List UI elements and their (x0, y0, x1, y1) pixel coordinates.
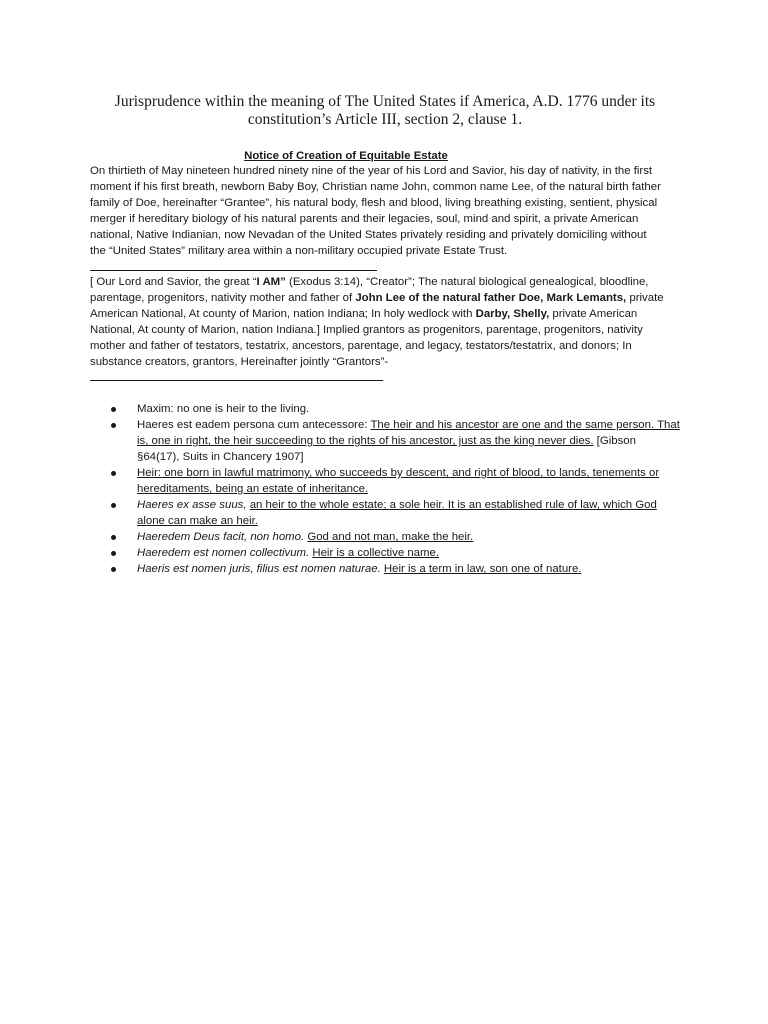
notice-heading: Notice of Creation of Equitable Estate (244, 150, 448, 162)
list-item-line: §64(17), Suits in Chancery 1907] (137, 451, 304, 463)
text-run: (Exodus 3:14), “Creator”; The natural biological genealogical, bloodline, (285, 276, 649, 288)
document-title (90, 93, 680, 129)
bullet-icon (111, 567, 116, 572)
paragraph-line: On thirtieth of May nineteen hundred ninety nine of the year of his Lord and Savior, his day of nativity, in the first (90, 165, 653, 177)
underlined-text: alone can make an heir. (137, 515, 258, 527)
paragraph-line: moment if his first breath, newborn Baby Boy, Christian name John, common name Lee, of the natural birth father (90, 181, 661, 193)
bullet-icon (111, 471, 116, 476)
list-item (108, 497, 688, 529)
italic-text: Haeredem est nomen collectivum. (137, 547, 310, 559)
divider-line (90, 380, 383, 381)
paragraph-line: mother and father of testators, testatrix, ancestors, parentage, and legacy, testators/testatrix, and donors; In (90, 340, 632, 352)
list-item-line (137, 481, 688, 497)
underlined-text: an heir to the whole estate; a sole heir. It is an established rule of law, which God (249, 499, 657, 511)
list-item-line (137, 417, 688, 433)
paragraph-line: substance creators, grantors, Hereinafter jointly “Grantors”- (90, 356, 389, 368)
underlined-text: hereditaments, being an estate of inheritance. (137, 483, 369, 495)
text-run: [ Our Lord and Savior, the great “ (90, 276, 257, 288)
text-run: American National, At county of Marion, nation Indiana; In holy wedlock with (90, 308, 476, 320)
text-run: private American (549, 308, 638, 320)
citation-text: [Gibson (593, 435, 636, 447)
paragraph-line (90, 274, 690, 290)
bullet-icon (111, 407, 116, 412)
paragraph-line (90, 306, 690, 322)
list-item (108, 401, 688, 417)
list-item (108, 545, 688, 561)
underlined-text: God and not man, make the heir. (307, 531, 474, 543)
list-item-line (137, 433, 688, 449)
list-item (108, 561, 688, 577)
bullet-icon (111, 503, 116, 508)
bold-text: Darby, Shelly, (475, 308, 550, 320)
list-item-line (137, 465, 688, 481)
underlined-text: The heir and his ancestor are one and the same person. That (370, 419, 680, 431)
list-item-text: Maxim: no one is heir to the living. (137, 403, 310, 415)
underlined-text: Heir is a term in law, son one of nature. (383, 563, 582, 575)
underlined-text: is, one in right, the heir succeeding to the rights of his ancestor, just as the king never dies. (137, 435, 594, 447)
italic-text: Haeris est nomen juris, filius est nomen naturae. (137, 563, 381, 575)
list-item (108, 529, 688, 545)
list-item (108, 465, 688, 497)
title-line-1: Jurisprudence within the meaning of The United States if America, A.D. 1776 under its (114, 93, 656, 110)
bullet-icon (111, 423, 116, 428)
maxims-list (108, 401, 688, 577)
underlined-text: Heir: one born in lawful matrimony, who succeeds by descent, and right of blood, to lands, tenements or (137, 467, 660, 479)
title-line-2: constitution’s Article III, section 2, clause 1. (247, 111, 523, 128)
list-item-line (137, 497, 688, 513)
paragraph-line: merger if hereditary biology of his natural parents and their legacies, soul, mind and spirit, a private American (90, 213, 639, 225)
italic-text: Haeredem Deus facit, non homo. (137, 531, 305, 543)
grantors-paragraph (90, 274, 690, 370)
text-run: Haeres est eadem persona cum antecessore: (137, 419, 371, 431)
paragraph-line: family of Doe, hereinafter “Grantee”, his natural body, flesh and blood, living breathing existing, sentient, physical (90, 197, 658, 209)
paragraph-line: national, Native Indianian, now Nevadan of the United States privately residing and privately domiciling without (90, 229, 647, 241)
bullet-icon (111, 551, 116, 556)
underlined-text: Heir is a collective name. (312, 547, 439, 559)
bullet-icon (111, 535, 116, 540)
bold-text: John Lee of the natural father Doe, Mark Lemants, (355, 292, 627, 304)
paragraph-line: National, At county of Marion, nation Indiana.] Implied grantors as progenitors, parentage, progenitors, nativity (90, 324, 643, 336)
text-run: parentage, progenitors, nativity mother and father of (90, 292, 356, 304)
grantee-paragraph (90, 163, 690, 259)
italic-text: Haeres ex asse suus, (137, 499, 247, 511)
list-item-line (137, 513, 688, 529)
list-item (108, 417, 688, 465)
text-run: private (626, 292, 664, 304)
paragraph-line: the “United States” military area within a non-military occupied private Estate Trust. (90, 245, 508, 257)
paragraph-line (90, 290, 690, 306)
divider-line (90, 270, 377, 271)
bold-text: I AM” (256, 276, 286, 288)
